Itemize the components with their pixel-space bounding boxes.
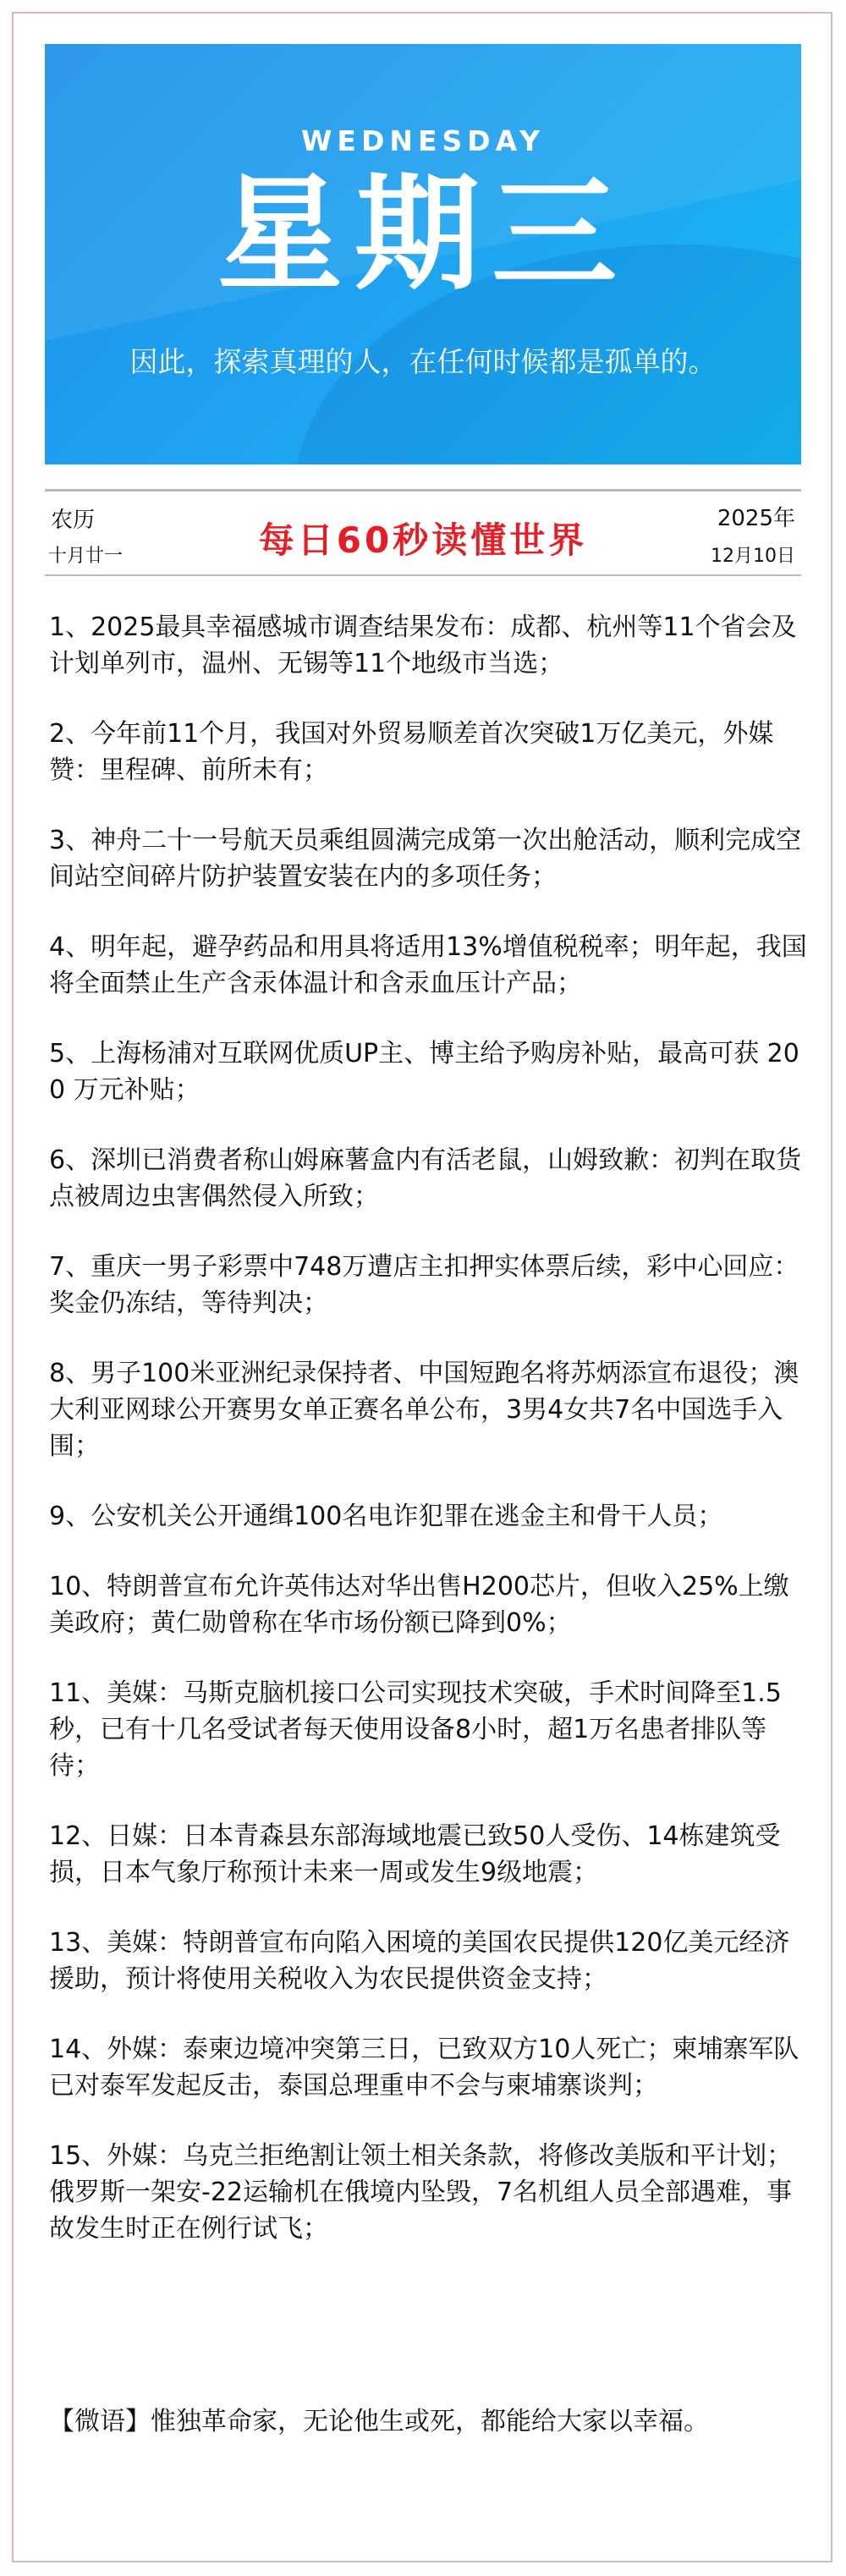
news-item: 15、外媒：乌克兰拒绝割让领土相关条款，将修改美版和平计划；俄罗斯一架安-22运输机在俄境内坠毁，7名机组人员全部遇难，事故发生时正在例行试飞； xyxy=(49,2141,793,2244)
header-divider-top xyxy=(45,489,801,492)
news-item: 8、男子100米亚洲纪录保持者、中国短跑名将苏炳添宣布退役；澳大利亚网球公开赛男女单正赛名单公布，3男4女共7名中国选手入围； xyxy=(49,1359,799,1461)
banner-quote: 因此，探索真理的人，在任何时候都是孤单的。 xyxy=(129,345,717,378)
weekday-chinese: 星期三 xyxy=(217,162,629,307)
weekday-banner xyxy=(45,44,801,464)
daily-whisper: 【微语】惟独革命家，无论他生或死，都能给大家以幸福。 xyxy=(49,2407,709,2436)
year-label: 2025年 xyxy=(717,506,795,531)
page-title: 每日60秒读懂世界 xyxy=(258,519,588,561)
news-item: 5、上海杨浦对互联网优质UP主、博主给予购房补贴，最高可获 200 万元补贴； xyxy=(49,1039,799,1105)
news-item: 1、2025最具幸福感城市调查结果发布：成都、杭州等11个省会及计划单列市，温州、无锡等11个地级市当选； xyxy=(49,612,797,678)
header-divider-bottom xyxy=(45,574,801,576)
lunar-date: 十月廿一 xyxy=(48,546,124,567)
news-list xyxy=(49,609,810,2281)
weekday-english: WEDNESDAY xyxy=(301,124,545,157)
news-item: 10、特朗普宣布允许英伟达对华出售H200芯片，但收入25%上缴美政府；黄仁勋曾称在华市场份额已降到0%； xyxy=(49,1572,789,1638)
news-item: 9、公安机关公开通缉100名电诈犯罪在逃金主和骨干人员； xyxy=(49,1502,723,1531)
news-item: 6、深圳已消费者称山姆麻薯盒内有活老鼠，山姆致歉：初判在取货点被周边虫害偶然侵入所致； xyxy=(49,1145,802,1211)
news-item: 4、明年起，避孕药品和用具将适用13%增值税税率；明年起，我国将全面禁止生产含汞体温计和含汞血压计产品； xyxy=(49,932,807,998)
news-item: 2、今年前11个月，我国对外贸易顺差首次突破1万亿美元，外媒赞：里程碑、前所未有； xyxy=(49,719,774,785)
news-item: 3、神舟二十一号航天员乘组圆满完成第一次出舱活动，顺利完成空间站空间碎片防护装置安装在内的多项任务； xyxy=(49,826,802,892)
lunar-label: 农历 xyxy=(51,508,96,533)
news-item: 7、重庆一男子彩票中748万遭店主扣押实体票后续，彩中心回应：奖金仍冻结，等待判决； xyxy=(49,1252,799,1318)
news-item: 12、日媒：日本青森县东部海域地震已致50人受伤、14栋建筑受损，日本气象厅称预计未来一周或发生9级地震； xyxy=(49,1821,781,1887)
month-day-label: 12月10日 xyxy=(711,546,795,567)
news-item: 11、美媒：马斯克脑机接口公司实现技术突破，手术时间降至1.5秒，已有十几名受试者每天使用设备8小时，超1万名患者排队等待； xyxy=(49,1678,782,1781)
news-item: 14、外媒：泰柬边境冲突第三日，已致双方10人死亡；柬埔寨军队已对泰军发起反击，泰国总理重申不会与柬埔寨谈判； xyxy=(49,2035,799,2101)
news-item: 13、美媒：特朗普宣布向陷入困境的美国农民提供120亿美元经济援助，预计将使用关税收入为农民提供资金支持； xyxy=(49,1928,790,1994)
